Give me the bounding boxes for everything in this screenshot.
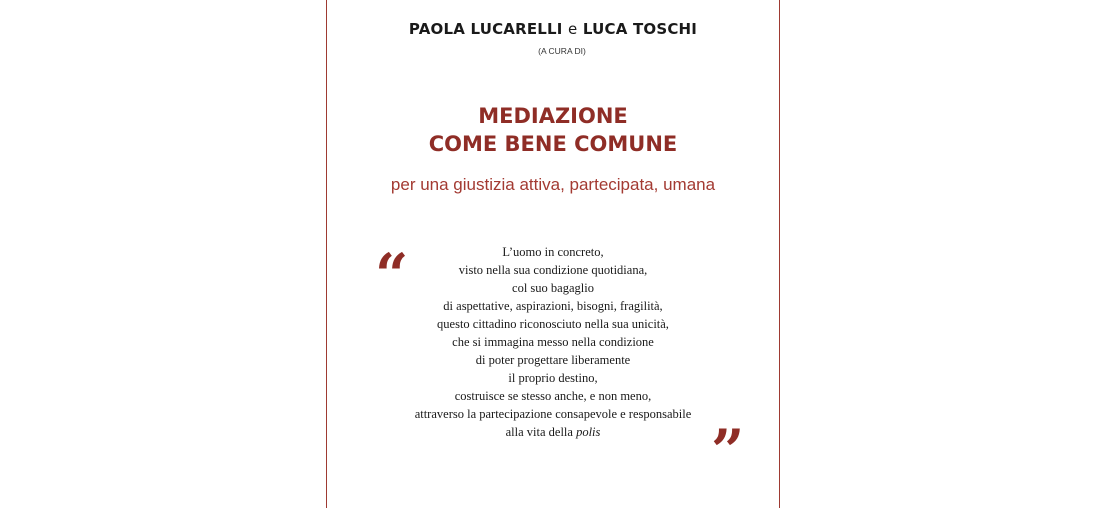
quote-line-last: [347, 423, 759, 441]
quote-line: L’uomo in concreto,: [502, 245, 604, 259]
open-quote-icon: “: [375, 241, 409, 309]
title-line-1: MEDIAZIONE: [478, 104, 628, 128]
quote-last-word: polis: [576, 425, 601, 439]
editors-note: (A CURA DI): [538, 46, 586, 56]
authors: [327, 20, 779, 38]
quote-line: di poter progettare liberamente: [475, 353, 631, 367]
author-second: LUCA TOSCHI: [582, 20, 698, 38]
quote-line: di aspettative, aspirazioni, bisogni, fragilità,: [443, 299, 663, 313]
close-quote-icon: ”: [711, 417, 745, 485]
author-conjunction: e: [568, 20, 578, 38]
quote-line: alla vita della: [505, 425, 573, 439]
quote-line: visto nella sua condizione quotidiana,: [458, 263, 648, 277]
book-subtitle: per una giustizia attiva, partecipata, umana: [390, 175, 716, 194]
quote-line: costruisce se stesso anche, e non meno,: [454, 389, 652, 403]
quote-line: questo cittadino riconosciuto nella sua unicità,: [437, 317, 669, 331]
title-line-2: COME BENE COMUNE: [428, 132, 678, 156]
quote-text: [347, 243, 759, 441]
quote-line: il proprio destino,: [508, 371, 598, 385]
quote-line: che si immagina messo nella condizione: [452, 335, 654, 349]
book-title: [327, 102, 779, 158]
author-first: PAOLA LUCARELLI: [408, 20, 563, 38]
quote-line: col suo bagaglio: [512, 281, 594, 295]
book-cover: [326, 0, 780, 508]
quote-line: attraverso la partecipazione consapevole e responsabile: [414, 407, 692, 421]
